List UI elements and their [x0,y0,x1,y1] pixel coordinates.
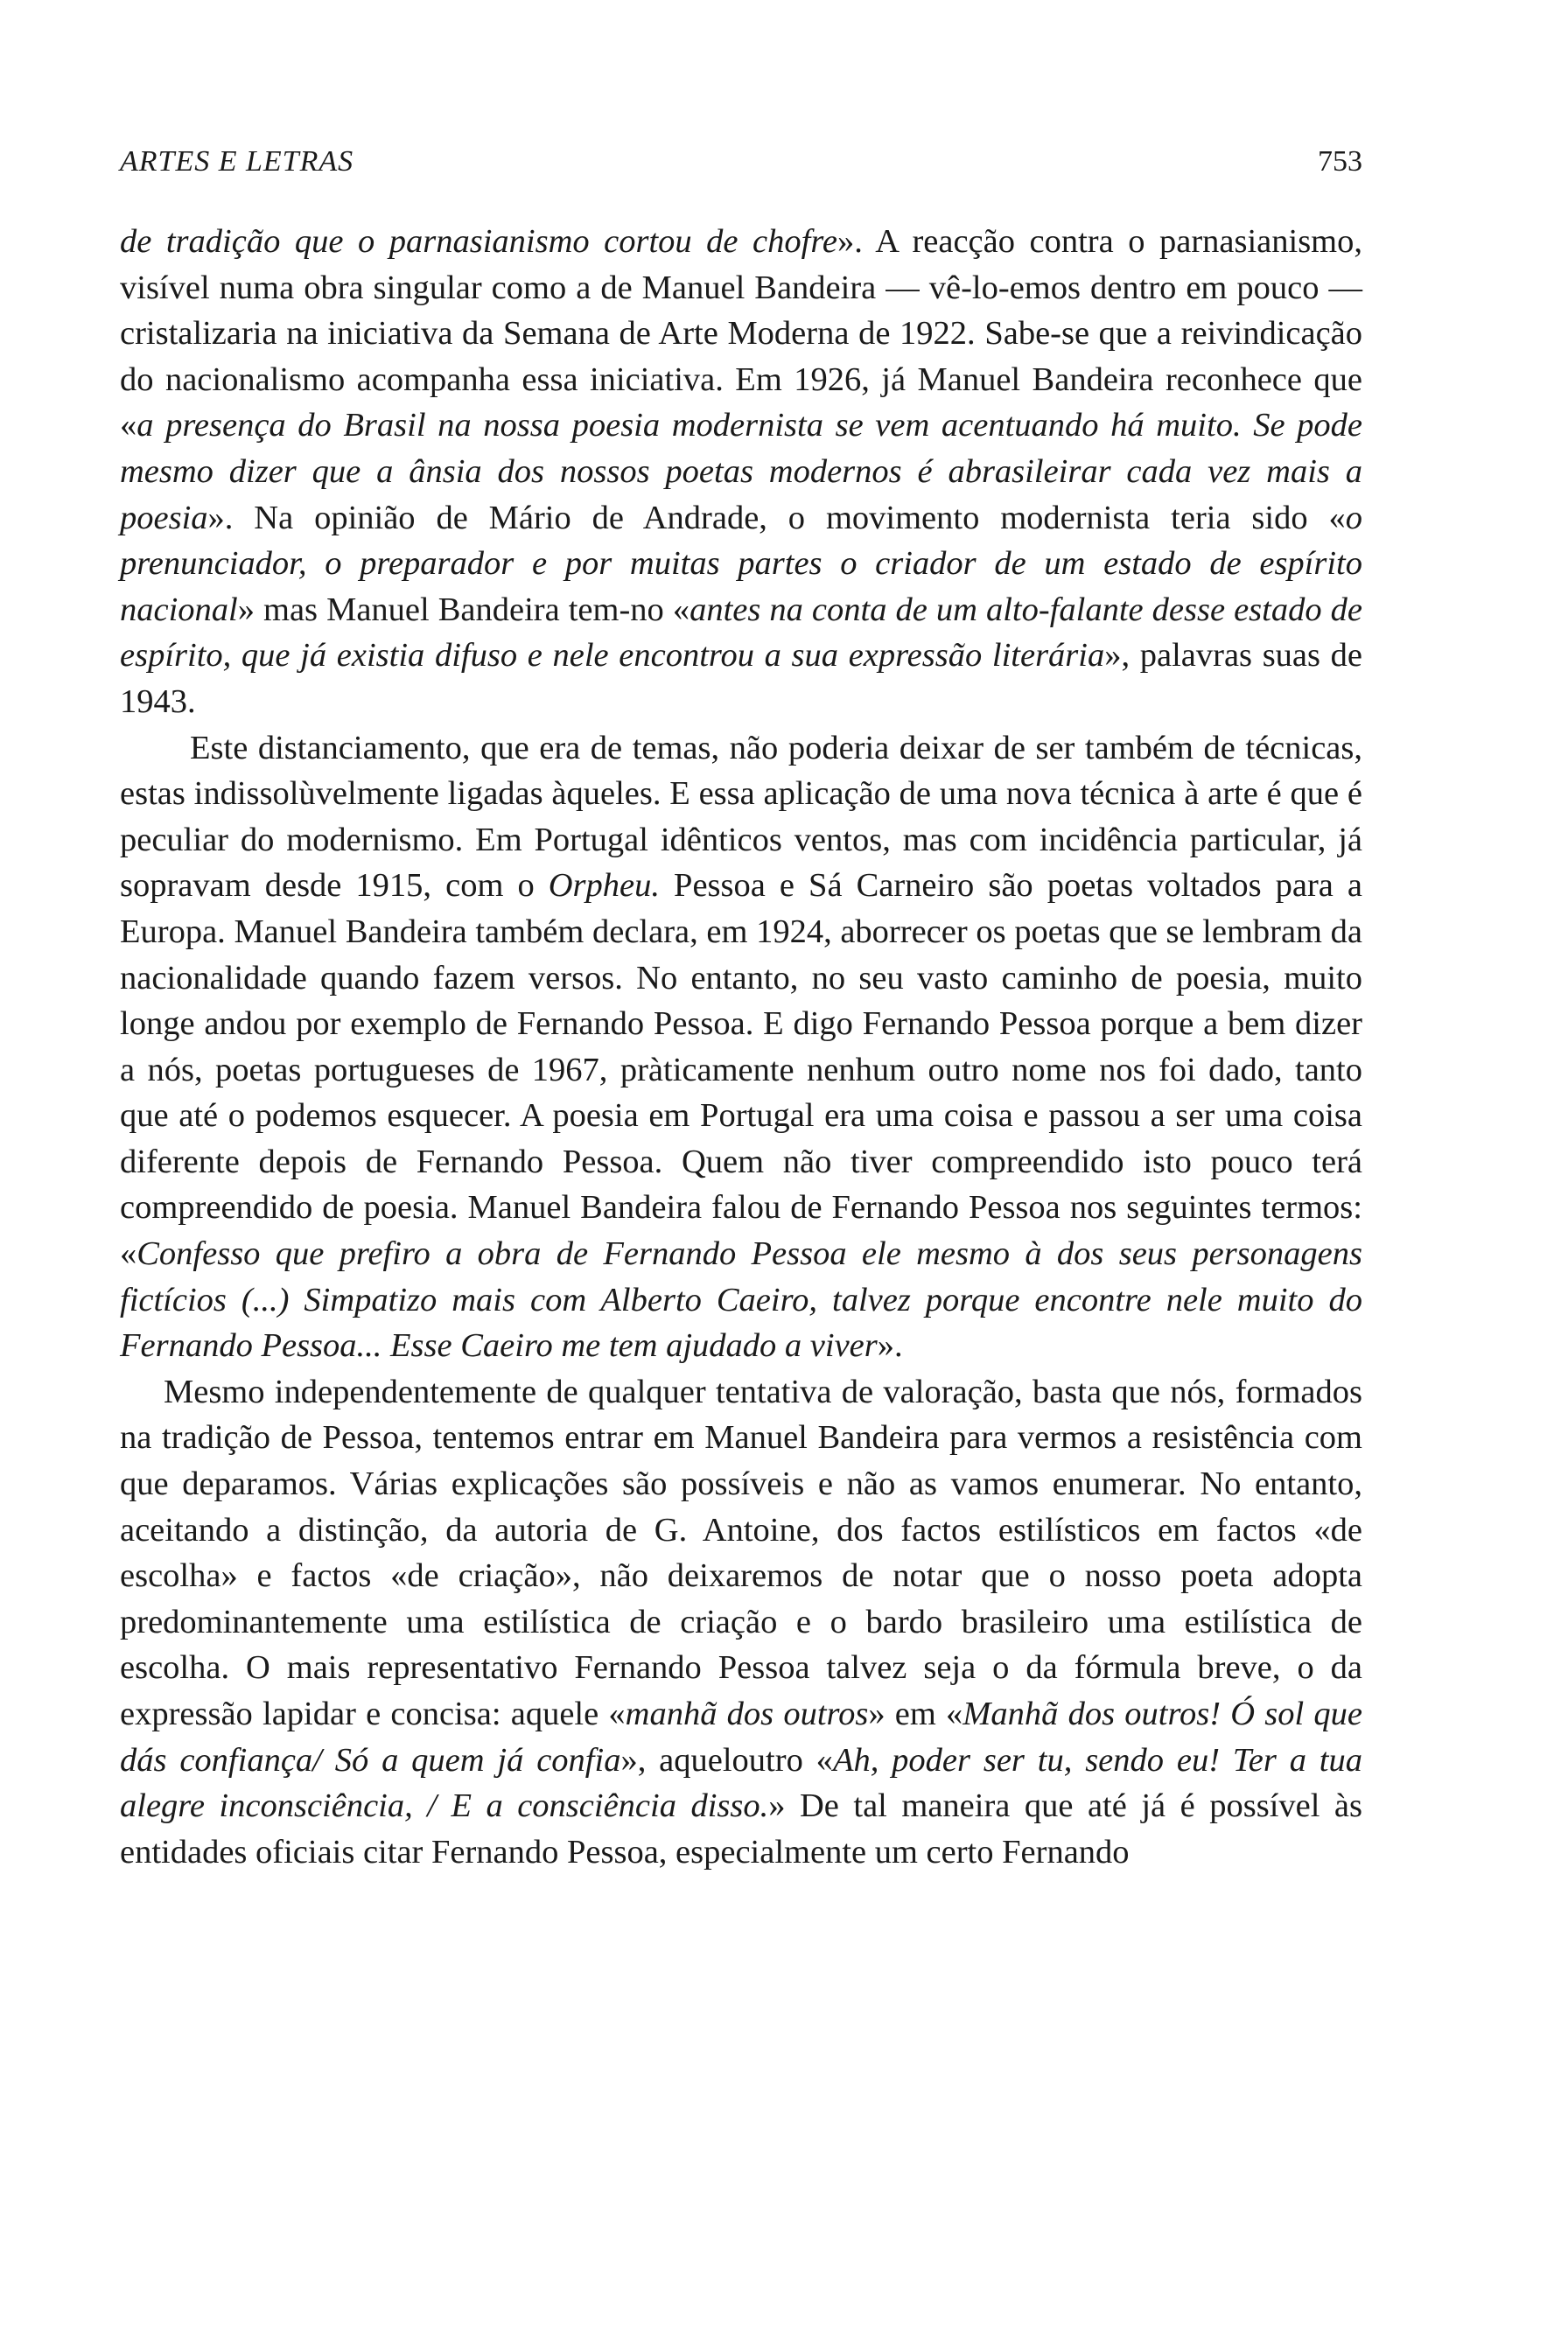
paragraph-1-segment: ». Na opinião de Mário de Andrade, o movimento modernista teria sido « [207,499,1346,536]
paragraph-1-segment: » mas Manuel Bandeira tem-no « [237,591,690,628]
paragraph-1-segment: », palavras suas de 1943. [120,637,1363,720]
paragraph-2-segment: Confesso que prefiro a obra de Fernando Pessoa ele mesmo à dos seus personagens fictícios (...) Simpatizo mais com Alberto Caeiro, talvez porque encontre nele muito do Fernando Pessoa... Esse Caeiro me tem ajudado a viver [120,1235,1362,1365]
paragraph-3-segment: manhã dos outros [625,1696,869,1732]
paragraph-3-segment: », aqueloutro « [620,1741,833,1779]
paragraph-2-segment: Este distanciamento, que era de temas, não poderia deixar de ser também de técnicas, estas indissolùvelmente ligadas àqueles. E essa aplicação de uma nova técnica à arte é que é peculiar do modernismo. Em Portugal idênticos ventos, mas com incidência particular, já sopravam desde 1915, com o [120,729,1362,905]
paragraph-3-segment: Ah, poder ser tu, sendo eu! Ter a tua alegre inconsciência, / E a consciência disso. [120,1741,1362,1825]
paragraph-1 [120,219,1362,725]
paragraph-1-segment: o prenunciador, o preparador e por muitas partes o criador de um estado de espírito nacional [120,499,1362,628]
paragraph-2-segment: ». [877,1327,903,1365]
paragraph-3-segment: » em « [868,1696,963,1732]
paragraph-2 [120,725,1362,1369]
paragraph-3-segment: Manhã dos outros! Ó sol que dás confiança/ Só a quem já confia [120,1696,1362,1779]
paragraph-2-segment: Pessoa e Sá Carneiro são poetas voltados para a Europa. Manuel Bandeira também declara, em 1924, aborrecer os poetas que se lembram da nacionalidade quando fazem versos. No entanto, no seu vasto caminho de poesia, muito longe andou por exemplo de Fernando Pessoa. E digo Fernando Pessoa porque a bem dizer a nós, poetas portugueses de 1967, pràticamente nenhum outro nome nos foi dado, tanto que até o podemos esquecer. A poesia em Portugal era uma coisa e passou a ser uma coisa diferente depois de Fernando Pessoa. Quem não tiver compreendido isto pouco terá compreendido de poesia. Manuel Bandeira falou de Fernando Pessoa nos seguintes termos: « [120,867,1363,1273]
paragraph-1-segment: ». A reacção contra o parnasianismo, visível numa obra singular como a de Manuel Bandeira — vê-lo-emos dentro em pouco — cristalizaria na iniciativa da Semana de Arte Moderna de 1922. Sabe-se que a reivindicação do nacionalismo acompanha essa iniciativa. Em 1926, já Manuel Bandeira reconhece que « [120,223,1362,444]
paragraph-1-segment: a presença do Brasil na nossa poesia modernista se vem acentuando há muito. Se pode mesmo dizer que a ânsia dos nossos poetas modernos é abrasileirar cada vez mais a poesia [120,407,1362,536]
paragraph-2-segment: Orpheu. [548,867,660,905]
paragraph-3-segment: » De tal maneira que até já é possível às entidades oficiais citar Fernando Pessoa, especialmente um certo Fernando [120,1787,1362,1871]
body-text [120,219,1362,1875]
page-number: 753 [1318,145,1362,178]
paragraph-1-segment: de tradição que o parnasianismo cortou de chofre [120,223,837,260]
paragraph-3-segment: Mesmo independentemente de qualquer tentativa de valoração, basta que nós, formados na tradição de Pessoa, tentemos entrar em Manuel Bandeira para vermos a resistência com que deparamos. Várias explicações são possíveis e não as vamos enumerar. No entanto, aceitando a distinção, da autoria de G. Antoine, dos factos estilísticos em factos «de escolha» e factos «de criação», não deixaremos de notar que o nosso poeta adopta predominantemente uma estilística de criação e o bardo brasileiro uma estilística de escolha. O mais representativo Fernando Pessoa talvez seja o da fórmula breve, o da expressão lapidar e concisa: aquele « [120,1373,1362,1732]
paragraph-1-segment: antes na conta de um alto-falante desse estado de espírito, que já existia difuso e nele encontrou a sua expressão literária [120,591,1362,675]
running-head [120,144,1362,179]
paragraph-3 [120,1369,1362,1876]
section-title: ARTES E LETRAS [120,145,354,178]
